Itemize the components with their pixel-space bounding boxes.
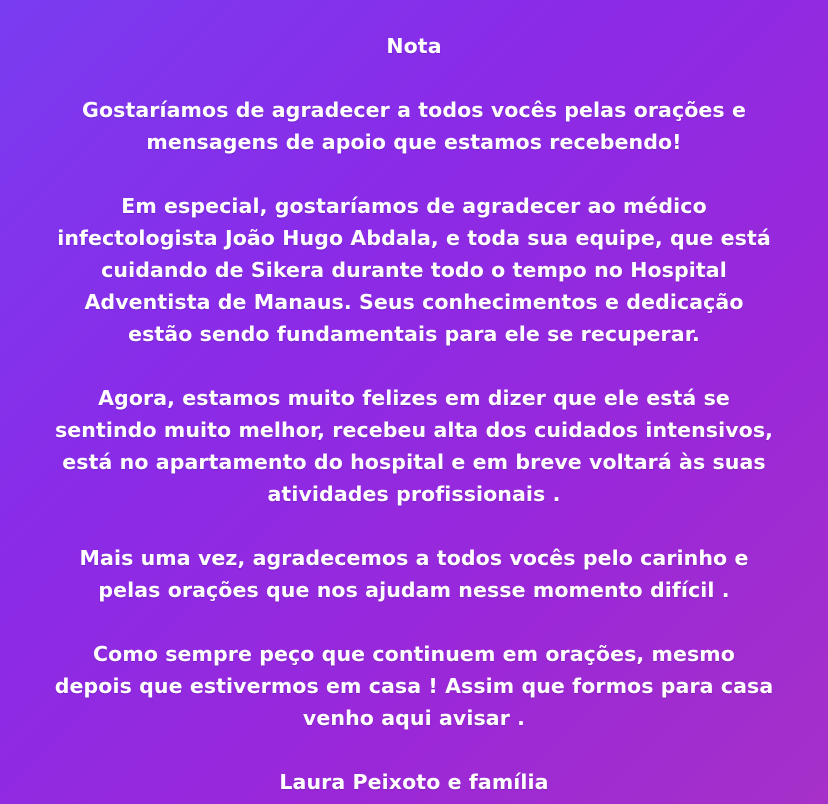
note-paragraph-prayers: Como sempre peço que continuem em orações, mesmo depois que estivermos em casa ! Assim que formos para casa venho aqui avisar . (54, 642, 774, 730)
note-paragraph-thanks: Gostaríamos de agradecer a todos vocês pelas orações e mensagens de apoio que estamos recebendo! (82, 98, 746, 154)
note-paragraph-doctor: Em especial, gostaríamos de agradecer ao médico infectologista João Hugo Abdala, e toda sua equipe, que está cuidando de Sikera durante todo o tempo no Hospital Adventista de Manaus. Seus conhecimentos e dedicação estão sendo fundamentais para ele se recuperar. (57, 194, 771, 346)
note-card (0, 30, 828, 798)
note-paragraph-recovery: Agora, estamos muito felizes em dizer que ele está se sentindo muito melhor, recebeu alta dos cuidados intensivos, está no apartamento do hospital e em breve voltará às suas atividades profissionais . (54, 386, 774, 506)
note-signature: Laura Peixoto e família (279, 770, 549, 794)
note-paragraph-gratitude: Mais uma vez, agradecemos a todos vocês pelo carinho e pelas orações que nos ajudam nesse momento difícil . (79, 546, 749, 602)
note-title: Nota (386, 34, 442, 58)
